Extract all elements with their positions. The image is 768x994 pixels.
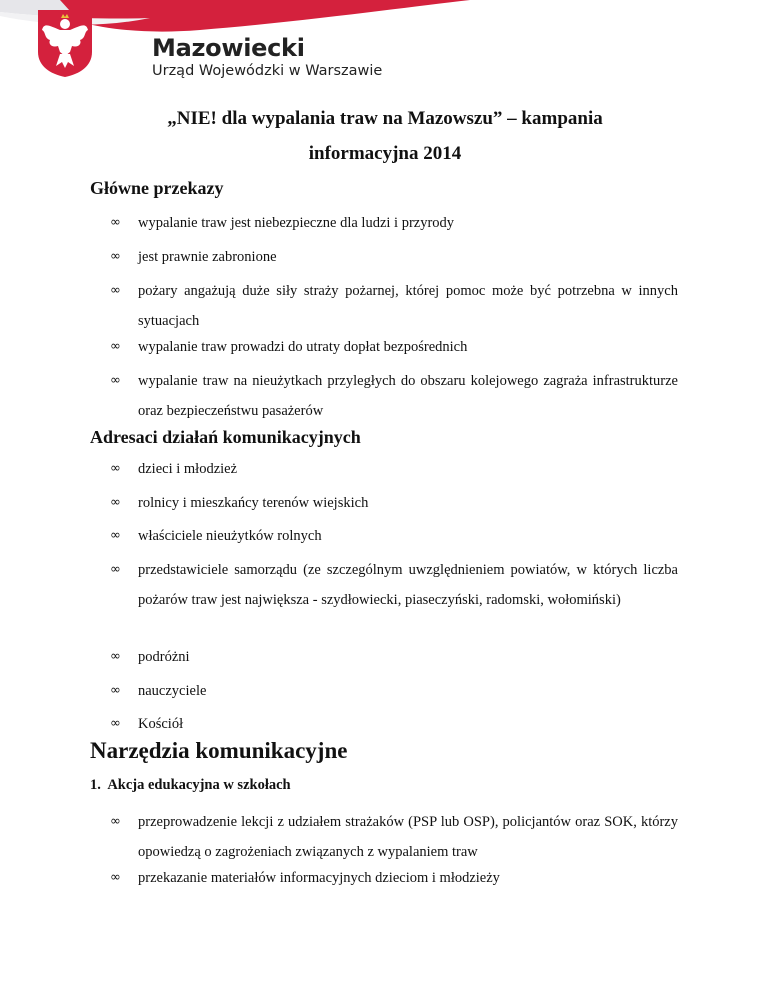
infinity-bullet-icon: ∞ bbox=[110, 215, 121, 230]
infinity-bullet-icon: ∞ bbox=[110, 495, 121, 510]
infinity-bullet-icon: ∞ bbox=[110, 373, 121, 388]
list-item: ∞ przeprowadzenie lekcji z udziałem strażaków (PSP lub OSP), policjantów oraz SOK, którzy opowiedzą o zagrożeniach związanych z wypalaniem traw bbox=[110, 807, 678, 867]
list-item: ∞ wypalanie traw na nieużytkach przyległych do obszaru kolejowego zagraża infrastrukturze oraz bezpieczeństwu pasażerów bbox=[110, 366, 678, 426]
list-item: ∞ przedstawiciele samorządu (ze szczególnym uwzględnieniem powiatów, w których liczba pożarów traw jest największa - szydłowiecki, piaseczyński, radomski, wołomiński) bbox=[110, 555, 678, 615]
infinity-bullet-icon: ∞ bbox=[110, 649, 121, 664]
section-heading-target-audiences: Adresaci działań komunikacyjnych bbox=[90, 427, 361, 447]
section-heading-main-messages: Główne przekazy bbox=[90, 178, 224, 198]
infinity-bullet-icon: ∞ bbox=[110, 283, 121, 298]
flag-swoosh-graphic bbox=[0, 0, 768, 40]
infinity-bullet-icon: ∞ bbox=[110, 870, 121, 885]
infinity-bullet-icon: ∞ bbox=[110, 339, 121, 354]
white-eagle-emblem-icon bbox=[36, 8, 94, 78]
infinity-bullet-icon: ∞ bbox=[110, 683, 121, 698]
section-heading-communication-tools: Narzędzia komunikacyjne bbox=[90, 738, 348, 763]
list-item: ∞ właściciele nieużytków rolnych bbox=[110, 521, 678, 551]
list-item: ∞ rolnicy i mieszkańcy terenów wiejskich bbox=[110, 488, 678, 518]
list-item: ∞ pożary angażują duże siły straży pożarnej, której pomoc może być potrzebna w innych sytuacjach bbox=[110, 276, 678, 336]
list-item: ∞ Kościół bbox=[110, 709, 678, 739]
list-item: ∞ przekazanie materiałów informacyjnych dzieciom i młodzieży bbox=[110, 863, 678, 893]
list-item: ∞ dzieci i młodzież bbox=[110, 454, 678, 484]
infinity-bullet-icon: ∞ bbox=[110, 249, 121, 264]
list-item: ∞ podróżni bbox=[110, 642, 678, 672]
list-item: ∞ wypalanie traw jest niebezpieczne dla ludzi i przyrody bbox=[110, 208, 678, 238]
organization-name: Mazowiecki bbox=[152, 34, 305, 62]
infinity-bullet-icon: ∞ bbox=[110, 814, 121, 829]
infinity-bullet-icon: ∞ bbox=[110, 562, 121, 577]
organization-subtitle: Urząd Wojewódzki w Warszawie bbox=[152, 63, 383, 79]
letterhead bbox=[0, 0, 768, 88]
infinity-bullet-icon: ∞ bbox=[110, 528, 121, 543]
document-title-line-2: informacyjna 2014 bbox=[308, 143, 462, 164]
list-item: ∞ nauczyciele bbox=[110, 676, 678, 706]
document-title-line-1: „NIE! dla wypalania traw na Mazowszu” – kampania bbox=[167, 108, 603, 129]
subsection-heading-school-campaign: 1. Akcja edukacyjna w szkołach bbox=[90, 777, 291, 793]
list-item: ∞ wypalanie traw prowadzi do utraty dopłat bezpośrednich bbox=[110, 332, 678, 362]
list-item: ∞ jest prawnie zabronione bbox=[110, 242, 678, 272]
infinity-bullet-icon: ∞ bbox=[110, 461, 121, 476]
infinity-bullet-icon: ∞ bbox=[110, 716, 121, 731]
